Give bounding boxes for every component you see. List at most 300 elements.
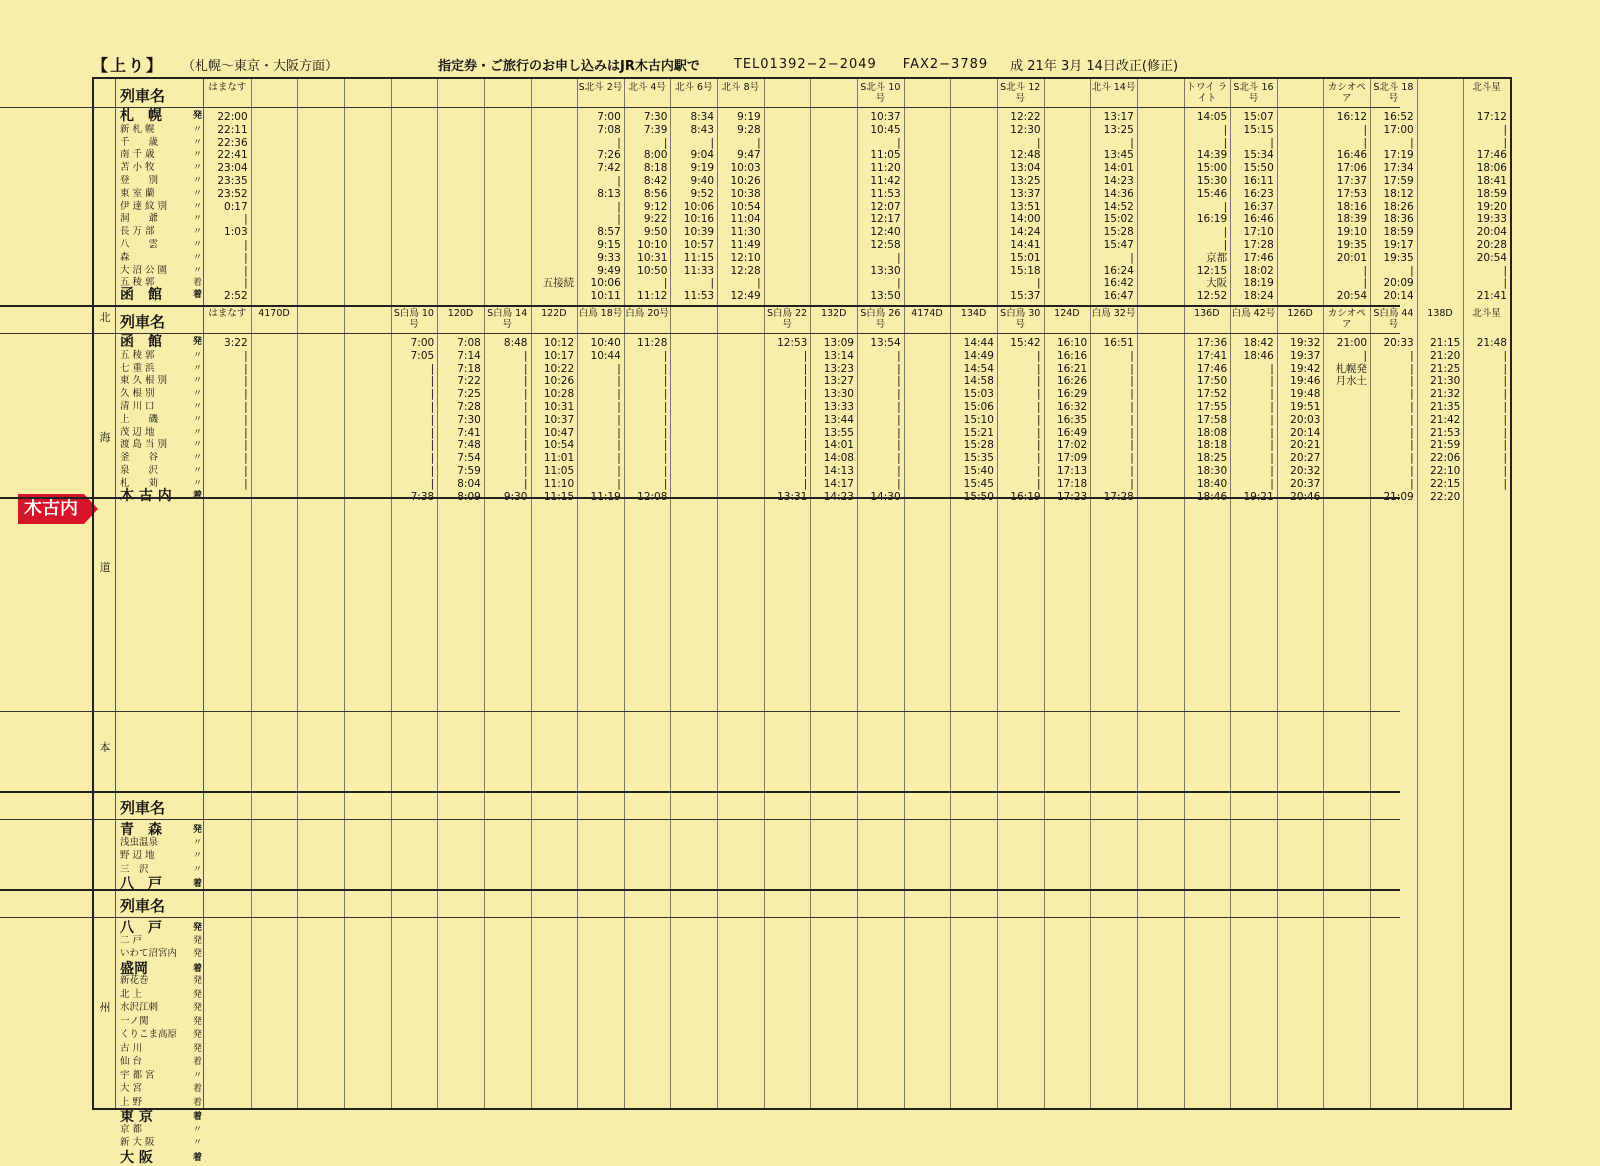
- time-cell: 16:12: [1336, 111, 1368, 123]
- station-label: 一ノ関: [120, 1015, 149, 1027]
- time-cell: 10:28: [543, 388, 575, 401]
- station-label: 宇 都 宮: [120, 1069, 155, 1081]
- train-column: [204, 79, 251, 1108]
- station-name: [120, 363, 202, 375]
- station-name: [120, 414, 202, 426]
- station-label: 上 磯: [120, 413, 159, 425]
- time-cell: 18:12: [1383, 187, 1414, 200]
- time-cell: |: [1503, 465, 1507, 477]
- time-cell: |: [663, 277, 668, 290]
- time-cell: |: [1037, 349, 1041, 362]
- time-cell: 15:28: [963, 439, 994, 452]
- train-column: [1323, 79, 1370, 1108]
- time-cell: 19:46: [1290, 375, 1321, 388]
- time-cell: |: [617, 477, 621, 490]
- station-suffix: 着: [192, 490, 202, 501]
- time-cell: 7:30: [457, 413, 481, 426]
- time-cell: 21:48: [1476, 337, 1507, 349]
- train-name: S北斗 16号: [1233, 82, 1274, 104]
- time-cell: |: [430, 413, 435, 426]
- train-column: [904, 79, 951, 1108]
- row-divider: [0, 333, 1400, 334]
- time-cell: 15:45: [963, 477, 994, 490]
- station-label: 北 上: [120, 988, 143, 1000]
- station-label: 八 戸: [120, 920, 162, 936]
- time-cell: |: [1410, 362, 1414, 375]
- time-cell: |: [803, 375, 808, 388]
- time-cell: 13:45: [1103, 149, 1134, 162]
- time-cell: 12:22: [1010, 111, 1041, 123]
- train-column: [531, 79, 578, 1108]
- station-suffix: 発: [192, 949, 202, 959]
- station-suffix: 〃: [192, 389, 202, 400]
- station-suffix: 発: [192, 935, 202, 946]
- train-name: S白鳥 44号: [1373, 308, 1414, 330]
- time-cell: 16:24: [1103, 264, 1134, 277]
- time-cell: 10:03: [730, 162, 761, 175]
- time-cell: 16:19: [1010, 490, 1041, 503]
- train-column: [1417, 79, 1464, 1108]
- row-divider: [0, 497, 1400, 499]
- station-suffix: 〃: [192, 414, 202, 425]
- train-name: 北斗星: [1472, 82, 1501, 93]
- time-cell: 19:32: [1290, 337, 1321, 349]
- section-label: 列車名: [120, 799, 166, 817]
- station-name: [120, 1056, 202, 1068]
- time-cell: 13:14: [823, 349, 854, 362]
- time-cell: 13:55: [823, 426, 854, 439]
- time-cell: 21:59: [1430, 439, 1461, 452]
- time-cell: 17:46: [1196, 362, 1228, 375]
- time-cell: 7:30: [643, 111, 668, 123]
- time-cell: |: [1130, 251, 1134, 264]
- time-cell: |: [617, 362, 621, 375]
- time-cell: 18:46: [1243, 349, 1274, 362]
- time-cell: 11:20: [870, 162, 901, 175]
- time-cell: 18:42: [1243, 337, 1274, 349]
- time-cell: 18:06: [1476, 162, 1507, 175]
- time-cell: 16:35: [1056, 413, 1088, 426]
- time-cell: 15:07: [1243, 111, 1274, 123]
- station-name: [120, 350, 202, 362]
- time-cell: |: [523, 452, 528, 465]
- train-name: S白鳥 22号: [766, 308, 808, 330]
- time-cell: |: [663, 439, 668, 452]
- station-name: [120, 989, 202, 1001]
- time-cell: |: [1410, 426, 1414, 439]
- time-cell: |: [1130, 465, 1134, 477]
- time-cell: 8:09: [457, 490, 481, 503]
- time-cell: 13:50: [870, 290, 901, 303]
- time-cell: |: [1037, 375, 1041, 388]
- time-cell: 7:59: [457, 465, 481, 477]
- time-cell: 16:16: [1056, 349, 1088, 362]
- station-suffix: 〃: [192, 453, 202, 464]
- time-cell: |: [710, 136, 715, 149]
- time-cell: 14:36: [1103, 187, 1134, 200]
- time-cell: |: [617, 375, 621, 388]
- train-name: 北斗 4号: [628, 82, 666, 93]
- station-label: 渡 島 当 別: [120, 439, 168, 451]
- time-cell: |: [1503, 401, 1507, 413]
- time-cell: 8:00: [643, 149, 668, 162]
- time-cell: 7:00: [410, 337, 435, 349]
- station-name: [120, 239, 202, 251]
- station-label: 札 幌: [120, 108, 162, 124]
- time-cell: 21:25: [1430, 362, 1461, 375]
- time-cell: |: [897, 136, 901, 149]
- time-cell: |: [1130, 413, 1134, 426]
- time-cell: 13:04: [1010, 162, 1041, 175]
- time-cell: 14:17: [823, 477, 854, 490]
- time-cell: 15:28: [1103, 226, 1134, 239]
- train-column: [1370, 79, 1417, 1108]
- station-label: 南 千 歳: [120, 149, 155, 161]
- station-name: [120, 1137, 202, 1149]
- time-cell: 16:10: [1056, 337, 1088, 349]
- station-label: 伊 達 紋 別: [120, 200, 168, 212]
- row-divider: [0, 305, 1400, 307]
- time-cell: 10:38: [730, 187, 761, 200]
- time-cell: 7:25: [457, 388, 481, 401]
- time-cell: 14:24: [1010, 226, 1041, 239]
- booking-note: 指定券・ご旅行のお申し込みはJR木古内駅で: [438, 58, 700, 74]
- time-cell: |: [523, 375, 528, 388]
- train-name: はまなす: [208, 82, 247, 93]
- time-cell: |: [244, 439, 248, 452]
- time-cell: 11:53: [870, 187, 901, 200]
- train-name: S白鳥 26号: [860, 308, 901, 330]
- time-cell: 18:41: [1476, 175, 1507, 187]
- station-label: 浅虫温泉: [120, 836, 159, 848]
- station-name: [120, 388, 202, 400]
- time-cell: 19:51: [1290, 401, 1321, 413]
- time-cell: 11:30: [730, 226, 761, 239]
- time-cell: 11:12: [637, 290, 668, 303]
- station-name: [120, 1016, 202, 1028]
- time-cell: 7:22: [457, 375, 481, 388]
- timetable-table: [92, 77, 1512, 1166]
- time-cell: 13:30: [870, 264, 901, 277]
- time-cell: 17:34: [1383, 162, 1414, 175]
- train-name: 白鳥 32号: [1091, 308, 1136, 319]
- time-cell: 18:36: [1383, 213, 1414, 226]
- station-suffix: 〃: [192, 150, 202, 161]
- train-name: 4170D: [258, 308, 290, 319]
- time-cell: |: [430, 426, 435, 439]
- time-cell: 18:59: [1476, 187, 1507, 200]
- time-cell: 17:58: [1196, 413, 1228, 426]
- time-cell: 14:13: [823, 465, 854, 477]
- station-label: 五 稜 郭: [120, 349, 155, 361]
- time-cell: 20:14: [1383, 290, 1414, 303]
- time-cell: |: [897, 452, 901, 465]
- time-cell: |: [897, 401, 901, 413]
- time-cell: |: [244, 213, 248, 226]
- time-cell: 2:52: [224, 290, 248, 303]
- time-cell: |: [1503, 349, 1507, 362]
- region-label: 本: [99, 741, 111, 754]
- station-label: 新 大 阪: [120, 1137, 155, 1148]
- time-cell: 16:19: [1196, 213, 1228, 226]
- time-cell: 17:41: [1196, 349, 1228, 362]
- header: [92, 52, 1512, 76]
- time-cell: 22:11: [217, 123, 248, 136]
- time-cell: 8:56: [643, 187, 668, 200]
- time-cell: |: [663, 136, 668, 149]
- time-cell: 8:42: [643, 175, 668, 187]
- time-cell: 13:51: [1010, 200, 1041, 213]
- time-cell: |: [244, 375, 248, 388]
- time-cell: |: [523, 426, 528, 439]
- time-cell: 10:26: [543, 375, 575, 388]
- time-cell: 19:17: [1383, 239, 1414, 251]
- station-label: 新花巻: [120, 975, 149, 986]
- row-divider: [0, 711, 1400, 712]
- time-cell: 20:54: [1336, 290, 1368, 303]
- time-cell: |: [244, 426, 248, 439]
- time-cell: 21:32: [1430, 388, 1461, 401]
- time-cell: 12:10: [730, 251, 761, 264]
- time-cell: 18:25: [1196, 452, 1228, 465]
- time-cell: 10:12: [543, 337, 575, 349]
- station-suffix: 着: [192, 290, 202, 301]
- time-cell: |: [1363, 136, 1368, 149]
- time-cell: 17:02: [1056, 439, 1088, 452]
- time-cell: 17:28: [1243, 239, 1274, 251]
- time-cell: |: [663, 362, 668, 375]
- time-cell: |: [244, 277, 248, 290]
- time-cell: 19:10: [1336, 226, 1368, 239]
- time-cell: |: [1130, 452, 1134, 465]
- time-cell: 17:50: [1196, 375, 1228, 388]
- time-cell: |: [617, 401, 621, 413]
- time-cell: |: [430, 439, 435, 452]
- station-name: [120, 850, 202, 862]
- train-name: 122D: [541, 308, 567, 319]
- time-cell: 12:49: [730, 290, 761, 303]
- train-name: 白鳥 18号: [578, 308, 623, 319]
- station-suffix: 〃: [192, 265, 202, 276]
- region-label: 州: [99, 1001, 111, 1014]
- time-cell: 16:26: [1056, 375, 1088, 388]
- time-cell: |: [1270, 375, 1274, 388]
- time-cell: 18:40: [1196, 477, 1228, 490]
- time-cell: 11:33: [683, 264, 715, 277]
- station-label: 上 野: [120, 1096, 143, 1108]
- station-suffix: 〃: [192, 837, 202, 848]
- time-cell: 14:41: [1010, 239, 1041, 251]
- time-cell: |: [1037, 413, 1041, 426]
- station-suffix: 発: [192, 923, 202, 933]
- time-cell: |: [617, 452, 621, 465]
- station-label: 古 川: [120, 1042, 143, 1054]
- time-cell: 17:37: [1336, 175, 1368, 187]
- time-cell: |: [1410, 413, 1414, 426]
- time-cell: 11:42: [870, 175, 901, 187]
- time-cell: |: [1270, 439, 1274, 452]
- train-column: [391, 79, 438, 1108]
- time-cell: 13:33: [823, 401, 854, 413]
- station-label: 木 古 内: [120, 487, 172, 504]
- time-cell: 7:18: [457, 362, 481, 375]
- time-cell: |: [617, 426, 621, 439]
- train-name: 北斗 6号: [674, 82, 713, 93]
- station-name: [120, 188, 202, 200]
- time-cell: 14:52: [1103, 200, 1134, 213]
- time-cell: |: [244, 413, 248, 426]
- station-suffix: 〃: [192, 227, 202, 238]
- time-cell: |: [1503, 413, 1507, 426]
- time-cell: 21:15: [1430, 337, 1461, 349]
- time-cell: 22:10: [1430, 465, 1461, 477]
- station-name: [120, 335, 202, 350]
- time-cell: 14:01: [823, 439, 854, 452]
- time-cell: |: [1363, 277, 1368, 290]
- time-cell: 10:06: [683, 200, 715, 213]
- time-cell: 17:28: [1103, 490, 1134, 503]
- time-cell: |: [663, 465, 668, 477]
- time-cell: |: [1037, 439, 1041, 452]
- train-grid: [204, 79, 1510, 1108]
- station-name: [120, 109, 202, 124]
- time-cell: 10:37: [543, 413, 575, 426]
- train-name: カシオペア: [1327, 308, 1366, 330]
- station-label: 青 森: [120, 822, 162, 838]
- station-name: [120, 465, 202, 477]
- time-cell: 16:47: [1103, 290, 1134, 303]
- time-cell: 19:21: [1243, 490, 1274, 503]
- time-cell: 20:32: [1290, 465, 1321, 477]
- time-cell: 18:16: [1336, 200, 1368, 213]
- station-name: [120, 265, 202, 277]
- station-label: 東 久 根 別: [120, 375, 168, 387]
- time-cell: 9:50: [643, 226, 668, 239]
- time-cell: 15:10: [963, 413, 994, 426]
- station-name: [120, 1002, 202, 1014]
- time-cell: 16:42: [1103, 277, 1134, 290]
- time-cell: |: [803, 388, 808, 401]
- time-cell: 23:52: [217, 187, 248, 200]
- time-cell: 11:05: [870, 149, 901, 162]
- time-cell: |: [244, 264, 248, 277]
- time-cell: 15:18: [1010, 264, 1041, 277]
- time-cell: 月水土: [1335, 375, 1368, 388]
- time-cell: |: [1503, 388, 1507, 401]
- time-cell: |: [523, 362, 528, 375]
- station-label: 清 川 口: [120, 401, 155, 412]
- time-cell: 9:47: [737, 149, 761, 162]
- time-cell: 15:00: [1196, 162, 1228, 175]
- time-cell: 11:04: [730, 213, 761, 226]
- time-cell: |: [663, 375, 668, 388]
- time-cell: 15:46: [1196, 187, 1228, 200]
- time-cell: |: [1410, 388, 1414, 401]
- time-cell: 11:28: [637, 337, 668, 349]
- time-cell: 13:54: [870, 337, 901, 349]
- time-cell: |: [1223, 136, 1228, 149]
- time-cell: |: [1503, 375, 1507, 388]
- time-cell: 7:38: [410, 490, 435, 503]
- time-cell: |: [663, 388, 668, 401]
- time-cell: 15:47: [1103, 239, 1134, 251]
- time-cell: |: [1503, 477, 1507, 490]
- time-cell: |: [1130, 388, 1134, 401]
- time-cell: 19:48: [1290, 388, 1321, 401]
- time-cell: 17:13: [1056, 465, 1088, 477]
- time-cell: 17:00: [1383, 123, 1414, 136]
- time-cell: 20:21: [1290, 439, 1321, 452]
- station-suffix: 〃: [192, 478, 202, 489]
- time-cell: 10:44: [590, 349, 621, 362]
- time-cell: |: [897, 251, 901, 264]
- station-label: 野 辺 地: [120, 850, 155, 861]
- train-name: 132D: [820, 308, 847, 319]
- time-cell: 20:46: [1290, 490, 1321, 503]
- station-name: [120, 124, 202, 136]
- station-name: [120, 201, 202, 213]
- time-cell: 21:42: [1430, 413, 1461, 426]
- station-label: 水沢江刺: [120, 1002, 159, 1013]
- time-cell: 11:49: [730, 239, 761, 251]
- time-cell: |: [897, 362, 901, 375]
- train-column: [764, 79, 811, 1108]
- station-label: 札 苅: [120, 477, 159, 489]
- time-cell: |: [1270, 136, 1274, 149]
- time-cell: |: [617, 413, 621, 426]
- train-name: 4174D: [911, 308, 943, 319]
- time-cell: |: [663, 413, 668, 426]
- time-cell: 20:27: [1290, 452, 1321, 465]
- time-cell: |: [244, 477, 248, 490]
- time-cell: |: [430, 465, 435, 477]
- train-column: [1044, 79, 1091, 1108]
- time-cell: |: [1270, 452, 1274, 465]
- time-cell: 21:35: [1430, 401, 1461, 413]
- time-cell: 16:49: [1056, 426, 1088, 439]
- time-cell: 10:11: [590, 290, 621, 303]
- time-cell: |: [663, 349, 668, 362]
- station-label: 仙 台: [120, 1056, 143, 1067]
- time-cell: 16:11: [1243, 175, 1274, 187]
- time-cell: |: [710, 277, 715, 290]
- time-cell: 16:37: [1243, 200, 1274, 213]
- station-suffix: 〃: [192, 440, 202, 451]
- station-label: 三 沢: [120, 863, 149, 875]
- time-cell: |: [617, 388, 621, 401]
- station-suffix: 〃: [192, 163, 202, 174]
- row-divider: [0, 917, 1400, 918]
- time-cell: |: [1270, 388, 1274, 401]
- time-cell: |: [803, 452, 808, 465]
- train-name: S白鳥 10号: [393, 308, 434, 330]
- time-cell: |: [430, 362, 435, 375]
- train-column: [810, 79, 857, 1108]
- time-cell: |: [1270, 362, 1274, 375]
- station-name: [120, 1029, 202, 1041]
- time-cell: 9:15: [597, 239, 621, 251]
- section-label: 列車名: [120, 87, 166, 105]
- fax-number: FAX2−3789: [902, 56, 989, 72]
- time-cell: |: [897, 439, 901, 452]
- time-cell: 7:54: [457, 452, 481, 465]
- time-cell: 7:42: [597, 162, 621, 175]
- station-suffix: 〃: [192, 176, 202, 186]
- time-cell: 15:21: [963, 426, 994, 439]
- time-cell: 18:59: [1383, 226, 1414, 239]
- time-cell: |: [1363, 264, 1368, 277]
- time-cell: 15:50: [1243, 162, 1274, 175]
